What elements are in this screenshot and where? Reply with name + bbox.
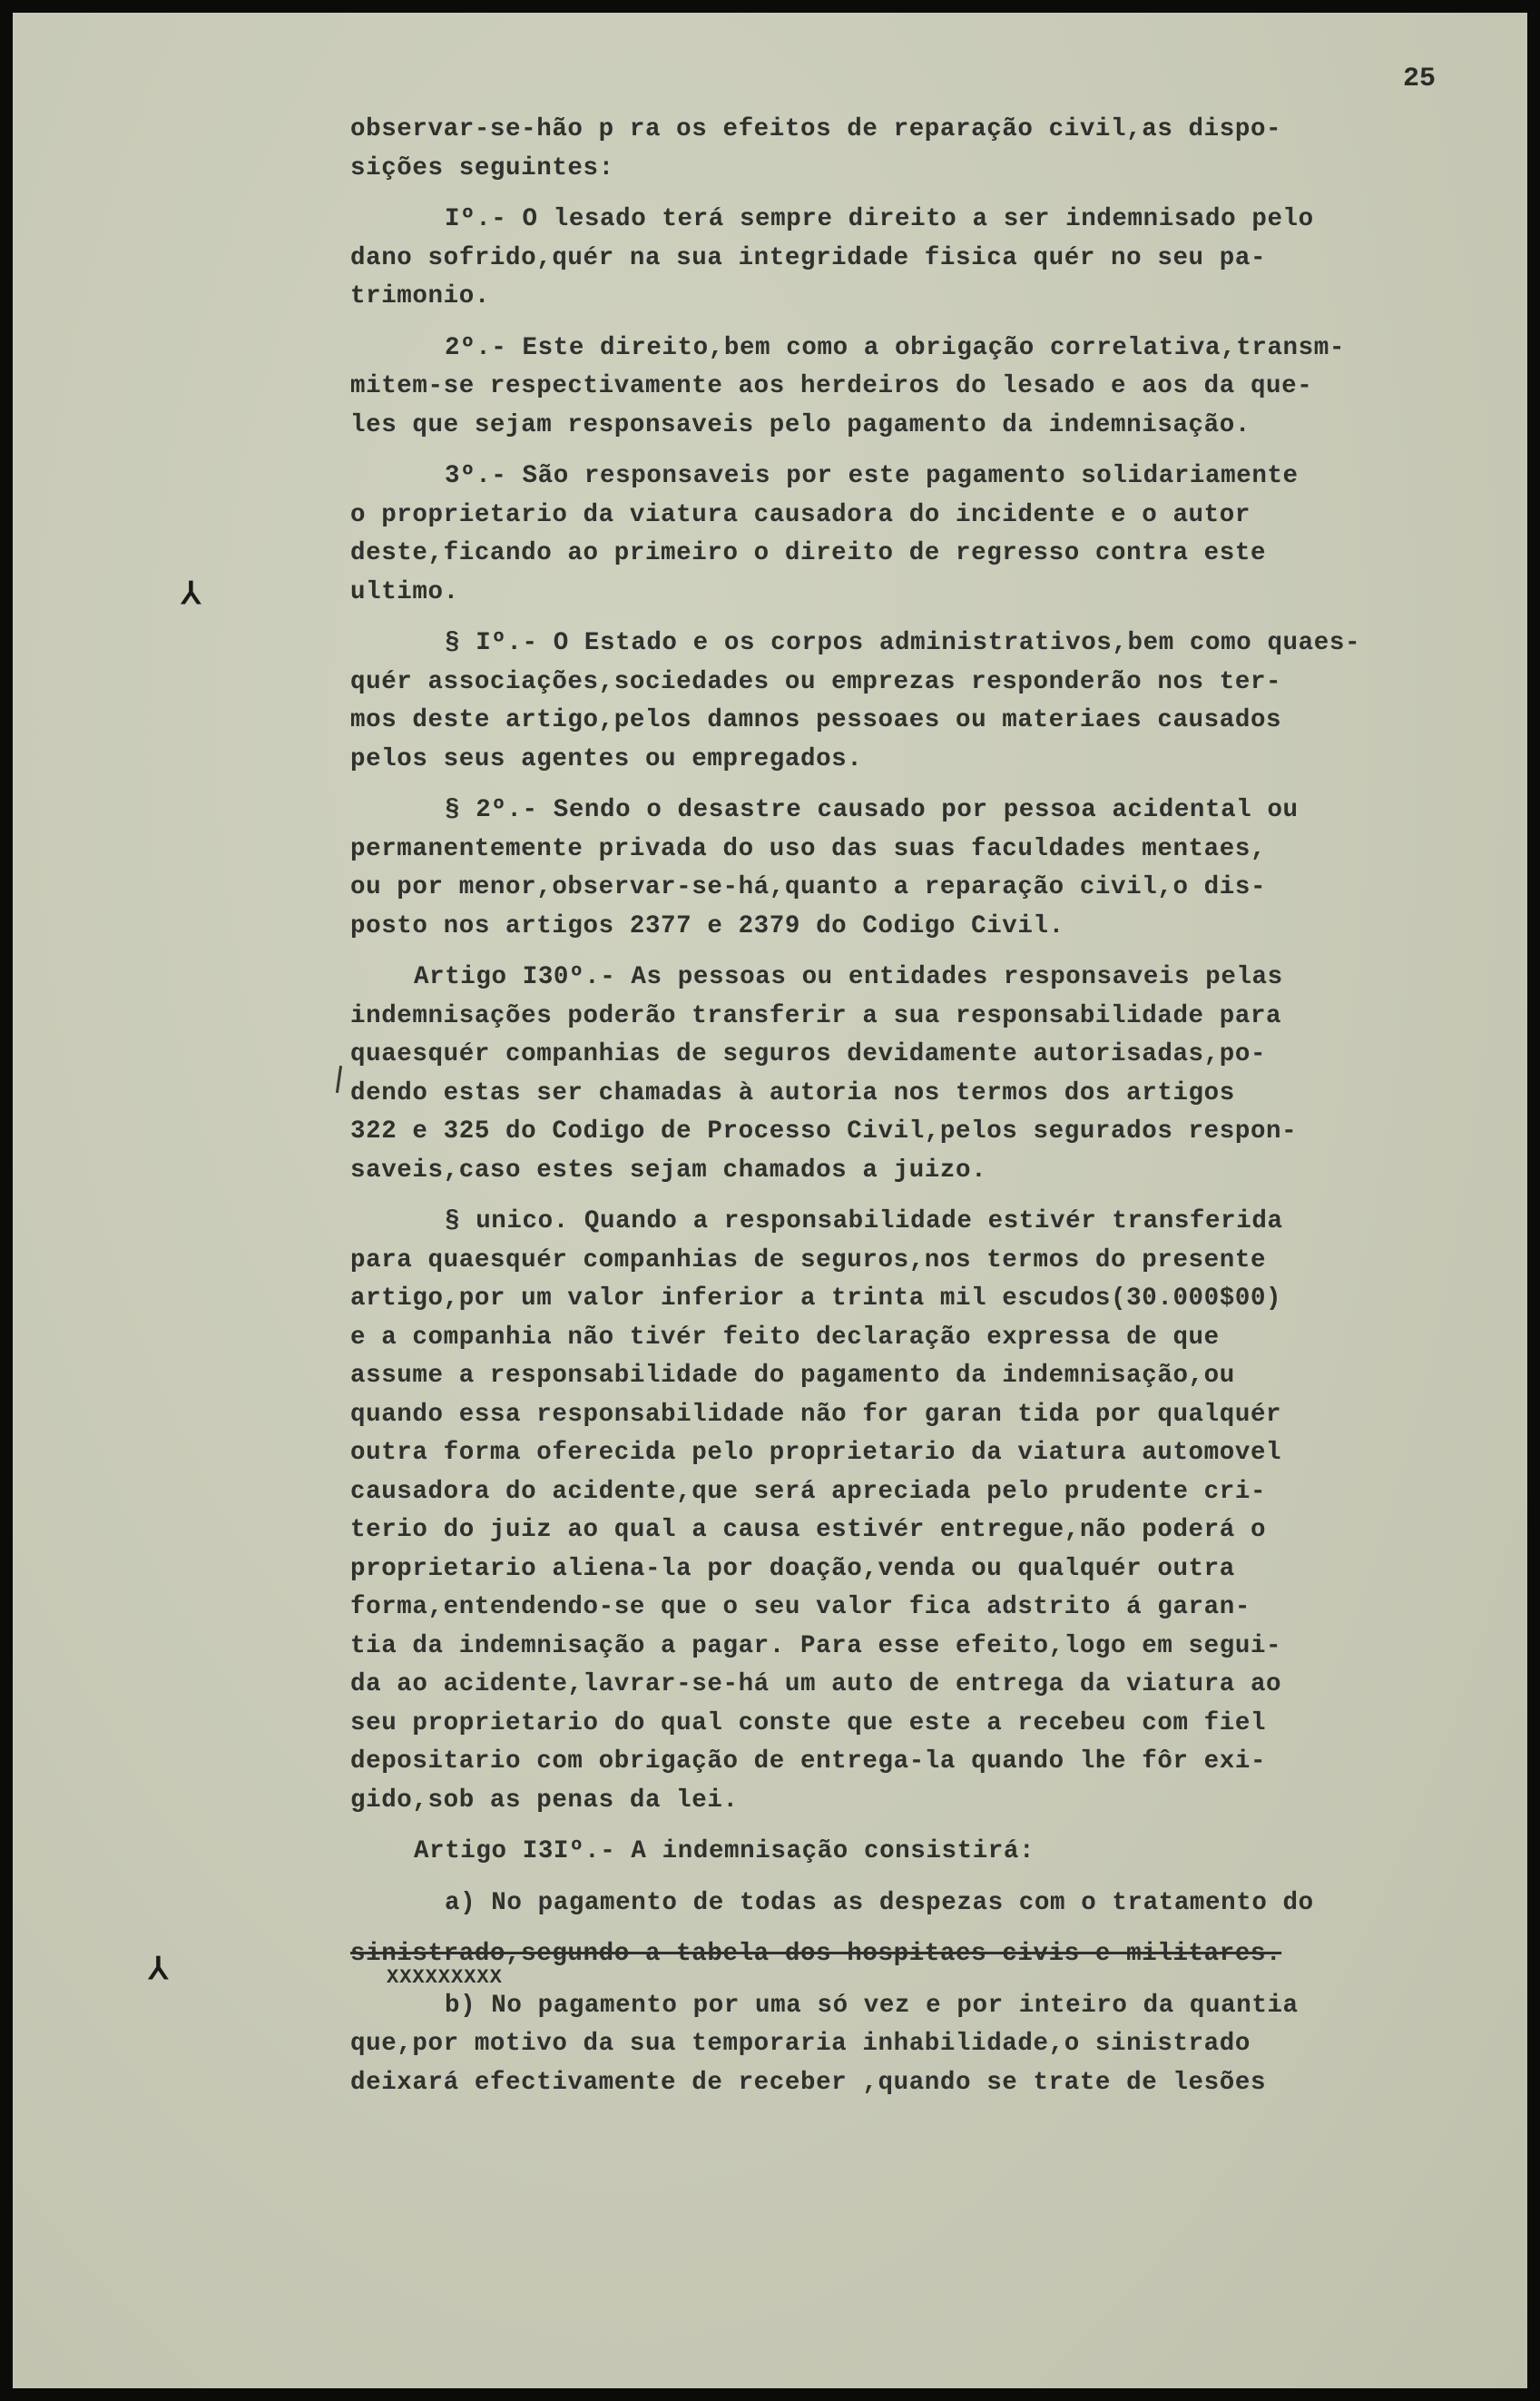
text-line: mitem-se respectivamente aos herdeiros do lesado e aos da que- bbox=[350, 372, 1313, 400]
text-line: quér associações,sociedades ou emprezas responderão nos ter- bbox=[350, 667, 1282, 696]
page-number: 25 bbox=[1403, 64, 1437, 94]
text-line: ultimo. bbox=[350, 577, 459, 606]
margin-mark: ⅄ bbox=[181, 579, 201, 614]
text-line: que,por motivo da sua temporaria inhabilidade,o sinistrado bbox=[350, 2030, 1251, 2058]
text-line: Iº.- O lesado terá sempre direito a ser indemnisado pelo bbox=[445, 205, 1314, 233]
text-line: les que sejam responsaveis pelo pagamento da indemnisação. bbox=[350, 410, 1251, 439]
text-line: tia da indemnisação a pagar. Para esse efeito,logo em segui- bbox=[350, 1631, 1282, 1660]
text-line: § unico. Quando a responsabilidade estivér transferida bbox=[445, 1207, 1283, 1235]
paragraph bbox=[350, 1203, 1476, 1820]
text-line: trimonio. bbox=[350, 282, 490, 310]
text-line: ou por menor,observar-se-há,quanto a reparação civil,o dis- bbox=[350, 873, 1267, 901]
text-line: mos deste artigo,pelos damnos pessoaes ou materiaes causados bbox=[350, 706, 1282, 734]
text-line: sinistrado,segundo a tabela dos hospitaes civis e militares. bbox=[350, 1940, 1282, 1968]
text-line: posto nos artigos 2377 e 2379 do Codigo Civil. bbox=[350, 911, 1064, 940]
paragraph bbox=[350, 111, 1476, 188]
text-line: depositario com obrigação de entrega-la quando lhe fôr exi- bbox=[350, 1747, 1267, 1776]
text-line: quando essa responsabilidade não for garan tida por qualquér bbox=[350, 1400, 1282, 1429]
paragraph bbox=[350, 792, 1476, 946]
text-line: 322 e 325 do Codigo de Processo Civil,pelos segurados respon- bbox=[350, 1117, 1298, 1146]
text-line: indemnisações poderão transferir a sua responsabilidade para bbox=[350, 1001, 1282, 1030]
text-line: deixará efectivamente de receber ,quando se trate de lesões bbox=[350, 2068, 1267, 2097]
paragraph bbox=[350, 201, 1476, 317]
text-line: terio do juiz ao qual a causa estivér entregue,não poderá o bbox=[350, 1516, 1267, 1544]
text-line: seu proprietario do qual conste que este a recebeu com fiel bbox=[350, 1708, 1267, 1737]
text-line: outra forma oferecida pelo proprietario da viatura automovel bbox=[350, 1439, 1282, 1467]
text-line: b) No pagamento por uma só vez e por inteiro da quantia bbox=[445, 1991, 1299, 2020]
paragraph bbox=[350, 330, 1476, 446]
paragraph bbox=[350, 458, 1476, 612]
text-line: dendo estas ser chamadas à autoria nos termos dos artigos bbox=[350, 1078, 1235, 1107]
text-line: Artigo I30º.- As pessoas ou entidades responsaveis pelas bbox=[414, 963, 1283, 991]
text-line: deste,ficando ao primeiro o direito de regresso contra este bbox=[350, 539, 1267, 567]
text-line: § 2º.- Sendo o desastre causado por pessoa acidental ou bbox=[445, 796, 1299, 824]
text-line: dano sofrido,quér na sua integridade fisica quér no seu pa- bbox=[350, 243, 1267, 272]
text-line: forma,entendendo-se que o seu valor fica adstrito á garan- bbox=[350, 1593, 1251, 1621]
text-line: gido,sob as penas da lei. bbox=[350, 1786, 739, 1815]
paragraph bbox=[350, 959, 1476, 1190]
text-line: artigo,por um valor inferior a trinta mil escudos(30.000$00) bbox=[350, 1284, 1282, 1313]
text-line: para quaesquér companhias de seguros,nos termos do presente bbox=[350, 1245, 1267, 1274]
text-line: da ao acidente,lavrar-se-há um auto de entrega da viatura ao bbox=[350, 1670, 1282, 1698]
text-line: sições seguintes: bbox=[350, 153, 614, 182]
text-line: a) No pagamento de todas as despezas com o tratamento do bbox=[445, 1888, 1314, 1917]
text-line: saveis,caso estes sejam chamados a juizo. bbox=[350, 1156, 987, 1185]
text-line: XXXXXXXXX bbox=[387, 1965, 503, 1989]
text-line: Artigo I3Iº.- A indemnisação consistirá: bbox=[414, 1837, 1035, 1865]
text-line: pelos seus agentes ou empregados. bbox=[350, 744, 863, 773]
paragraph bbox=[350, 625, 1476, 779]
text-line: o proprietario da viatura causadora do incidente e o autor bbox=[350, 500, 1251, 529]
paragraph bbox=[350, 1833, 1476, 1872]
paragraph bbox=[350, 1884, 1476, 1924]
text-line: observar-se-hão p ra os efeitos de reparação civil,as dispo- bbox=[350, 115, 1282, 143]
paragraph bbox=[350, 1987, 1476, 2103]
text-line: assume a responsabilidade do pagamento da indemnisação,ou bbox=[350, 1362, 1235, 1390]
text-line: § Iº.- O Estado e os corpos administrativos,bem como quaes- bbox=[445, 629, 1361, 657]
text-line: 3º.- São responsaveis por este pagamento solidariamente bbox=[445, 462, 1299, 490]
text-line: proprietario aliena-la por doação,venda ou qualquér outra bbox=[350, 1554, 1235, 1583]
typed-text-body bbox=[350, 111, 1476, 2115]
text-line: permanentemente privada do uso das suas faculdades mentaes, bbox=[350, 834, 1267, 863]
margin-mark: ⅄ bbox=[149, 1954, 168, 1989]
text-line: 2º.- Este direito,bem como a obrigação correlativa,transm- bbox=[445, 333, 1345, 362]
document-page bbox=[13, 13, 1527, 2388]
text-line: e a companhia não tivér feito declaração expressa de que bbox=[350, 1323, 1220, 1352]
margin-tick bbox=[336, 1066, 342, 1093]
text-line: causadora do acidente,que será apreciada pelo prudente cri- bbox=[350, 1477, 1267, 1506]
text-line: quaesquér companhias de seguros devidamente autorisadas,po- bbox=[350, 1040, 1267, 1068]
